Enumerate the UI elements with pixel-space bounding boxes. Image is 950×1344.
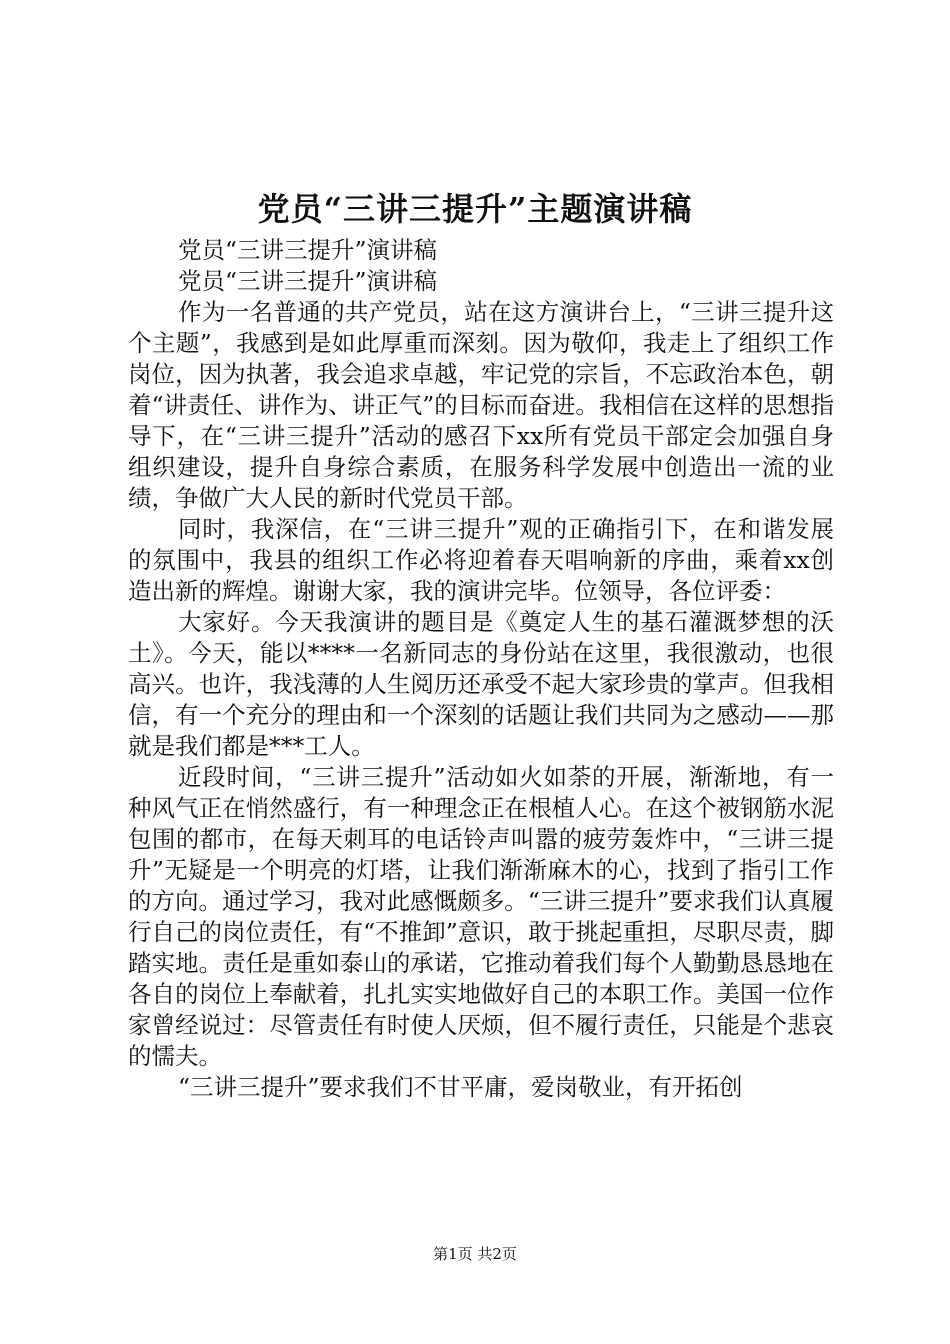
paragraph-subtitle-2: 党员“三讲三提升”演讲稿 — [178, 267, 438, 295]
paragraph-conclusion: 同时，我深信，在“三讲三提升”观的正确指引下，在和谐发展的氛围中，我县的组织工作必将迎着春天唱响新的序曲，乘着xx创造出新的辉煌。谢谢大家，我的演讲完毕。位领导，各位评委： — [128, 515, 834, 605]
paragraph-requirement: “三讲三提升”要求我们不甘平庸，爱岗敬业，有开拓创 — [178, 1073, 743, 1101]
page-footer: 第1页 共2页 — [433, 1245, 517, 1263]
paragraph-activity: 近段时间，“三讲三提升”活动如火如荼的开展，渐渐地，有一种风气正在悄然盛行，有一种理念正在根植人心。在这个被钢筋水泥包围的都市，在每天刺耳的电话铃声叫嚣的疲劳轰炸中，“三讲三提升”无疑是一个明亮的灯塔，让我们渐渐麻木的心，找到了指引工作的方向。通过学习，我对此感慨颇多。“三讲三提升”要求我们认真履行自己的岗位责任，有“不推卸”意识，敢于挑起重担，尽职尽责，脚踏实地。责任是重如泰山的承诺，它推动着我们每个人勤勤恳恳地在各自的岗位上奉献着，扎扎实实地做好自己的本职工作。美国一位作家曾经说过：尽管责任有时使人厌烦，但不履行责任，只能是个悲哀的懦夫。 — [128, 763, 834, 1070]
document-body — [128, 235, 834, 1103]
paragraph-intro: 作为一名普通的共产党员，站在这方演讲台上，“三讲三提升这个主题”，我感到是如此厚重而深刻。因为敬仰，我走上了组织工作岗位，因为执著，我会追求卓越，牢记党的宗旨，不忘政治本色，朝着“讲责任、讲作为、讲正气”的目标而奋进。我相信在这样的思想指导下，在“三讲三提升”活动的感召下xx所有党员干部定会加强自身组织建设，提升自身综合素质，在服务科学发展中创造出一流的业绩，争做广大人民的新时代党员干部。 — [128, 298, 834, 512]
document-title: 党员“三讲三提升”主题演讲稿 — [257, 190, 693, 228]
paragraph-greeting: 大家好。今天我演讲的题目是《奠定人生的基石灌溉梦想的沃土》。今天，能以****一名新同志的身份站在这里，我很激动，也很高兴。也许，我浅薄的人生阅历还承受不起大家珍贵的掌声。但我相信，有一个充分的理由和一个深刻的话题让我们共同为之感动——那就是我们都是***工人。 — [128, 608, 834, 760]
paragraph-subtitle-1: 党员“三讲三提升”演讲稿 — [178, 236, 438, 264]
